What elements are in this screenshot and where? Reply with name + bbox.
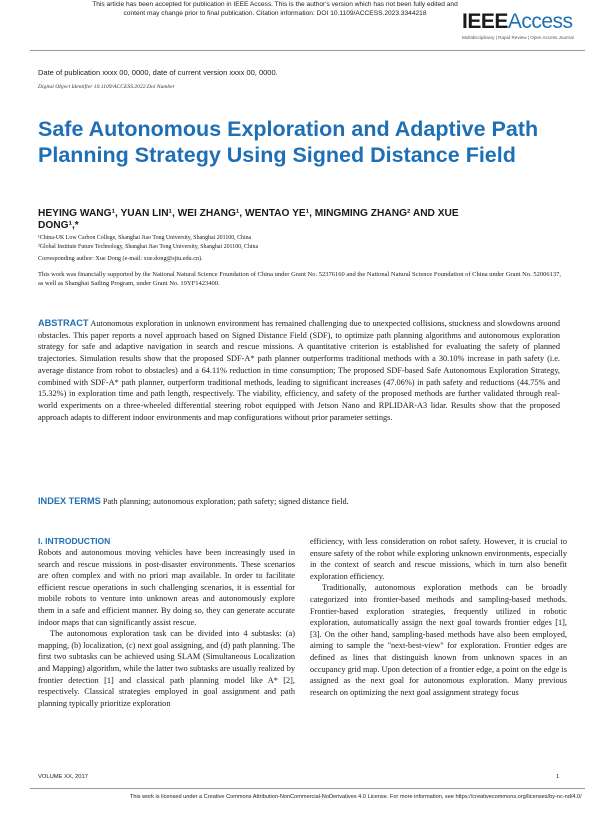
index-terms: [38, 496, 560, 507]
section-heading: I. INTRODUCTION: [38, 536, 111, 546]
right-column: [310, 536, 567, 698]
logo-access: Access: [507, 10, 573, 33]
paragraph: The autonomous exploration task can be divided into 4 subtasks: (a) mapping, (b) localization, (c) next goal assigning, and (d) path planning. The first two subtasks can be achieved using SLAM (Simultaneous Localization and Mapping) algorithm, while the latter two subtasks are usually realized by frontier detection [1] and classical path planning model like A* [2], respectively. Classical strategies employed in goal assignment and path planning typically prioritize exploration: [38, 629, 295, 708]
abstract-label: ABSTRACT: [38, 318, 89, 328]
affiliation-2: ²Global Institute Future Technology, Shanghai Jiao Tong University, Shanghai 201100, China: [38, 243, 259, 250]
index-terms-label: INDEX TERMS: [38, 496, 101, 506]
paragraph: Traditionally, autonomous exploration methods can be broadly categorized into frontier-based methods and sampling-based methods. Frontier-based exploration strategies, frequently utilized in robotic exploration, automatically assign the next goal towards frontier edges [1], [3]. On the other hand, sampling-based methods have also been employed, aiming to sample the "next-best-view" for exploration. Frontier edges are defined as lines that distinguish known from unknown spaces in an occupancy grid map. Upon detection of a frontier edge, a point on the edge is assigned as the next goal for autonomous exploration. Many previous research on optimizing the next goal assignment strategy focus: [310, 583, 567, 697]
license-notice: This work is licensed under a Creative Commons Attribution-NonCommercial-NoDerivatives 4.0 License. For more information, see https://creativecommons.org/licenses/by-nc-nd/4.0/: [130, 794, 582, 800]
author-list: HEYING WANG¹, YUAN LIN¹, WEI ZHANG¹, WENTAO YE¹, MINGMING ZHANG² AND XUE DONG¹,*: [38, 208, 459, 231]
logo-ieee: IEEE: [462, 10, 508, 33]
paper-title: Safe Autonomous Exploration and Adaptive Path Planning Strategy Using Signed Distance Field: [38, 117, 539, 167]
affiliation-1: ¹China-UK Low Carbon College, Shanghai Jiao Tong University, Shanghai 201100, China: [38, 235, 252, 241]
abstract-text: Autonomous exploration in unknown environment has remained challenging due to unexpected collisions, stuckness and slowdowns around obstacles. This paper reports a novel approach based on Signed Distance Field (SDF), to optimize path planning algorithms and autonomous exploration strategy for safe and adaptive navigation in search and rescue missions. A quantitative criterion is established for evaluating the safety of planned trajectories. Simulation results show that the proposed SDF-A* path planner outperforms traditional methods with a 30.10% increase in path safety (i.e. average distance from robot to obstacles) and a 64.11% reduction in time consumption; The proposed SDF-based Safe Autonomous Exploration Strategy, combined with SDF-A* path planner, outperform traditional methods, leading to significant increases (47.06%) in path safety and reductions (44.75% and 15.32%) in exploration time and path length, respectively. The viability, efficiency, and safety of the proposed methods are further validated through real-world experiments on a three-wheeled differential steering robot equipped with Jetson Nano and RPLIDAR-A3 lidar. Results show that the proposed approach adapts to different indoor environments and map configurations without prior parameter settings.: [38, 319, 561, 422]
page-number: 1: [556, 774, 560, 780]
left-column: [38, 536, 295, 709]
volume-footer: VOLUME XX, 2017: [38, 774, 88, 780]
index-terms-text: Path planning; autonomous exploration; path safety; signed distance field.: [102, 497, 349, 506]
corresponding-author: Corresponding author: Xue Dong (e-mail: xue.dong@sjtu.edu.cn).: [38, 255, 203, 262]
doi-line: Digital Object Identifier 10.1109/ACCESS.2022.Doi Number: [38, 84, 175, 90]
header-rule: [30, 50, 585, 51]
publication-date: Date of publication xxxx 00, 0000, date of current version xxxx 00, 0000.: [38, 68, 278, 77]
paragraph: Robots and autonomous moving vehicles have been increasingly used in search and rescue missions in post-disaster environments. These scenarios are often complex and with no priori map available. In order to facilitate efficient rescue operations in such challenging scenarios, it is essential for mobile robots to venture into unknown areas and autonomously explore them in a safe and efficient manner. By doing so, they can generate accurate indoor maps that can significantly assist rescue.: [38, 548, 295, 627]
publication-notice: [60, 0, 490, 18]
abstract: [38, 318, 560, 423]
affiliations: [38, 234, 258, 251]
paragraph: efficiency, with less consideration on robot safety. However, it is crucial to ensure safety of the robot while exploring unknown environments, especially in the context of search and rescue missions, which in turn also benefit exploration efficiency.: [310, 537, 567, 581]
notice-line-1: This article has been accepted for publication in IEEE Access. This is the author's version which has not been fully edited and: [92, 1, 458, 8]
funding-statement: This work was financially supported by the National Natural Science Foundation of China under Grant No. 52376160 and the National Natural Science Foundation of China under Grant No. 52006137, as well as Shanghai Sailing Program, under Grant No. 19YF1423400.: [38, 271, 561, 287]
journal-logo: [462, 11, 588, 40]
notice-line-2: content may change prior to final publication. Citation information: DOI 10.1109/ACCESS.2023.3344218: [123, 10, 427, 17]
logo-tagline: Multidisciplinary | Rapid Review | Open Access Journal: [462, 35, 574, 40]
footer-rule: [30, 788, 585, 789]
